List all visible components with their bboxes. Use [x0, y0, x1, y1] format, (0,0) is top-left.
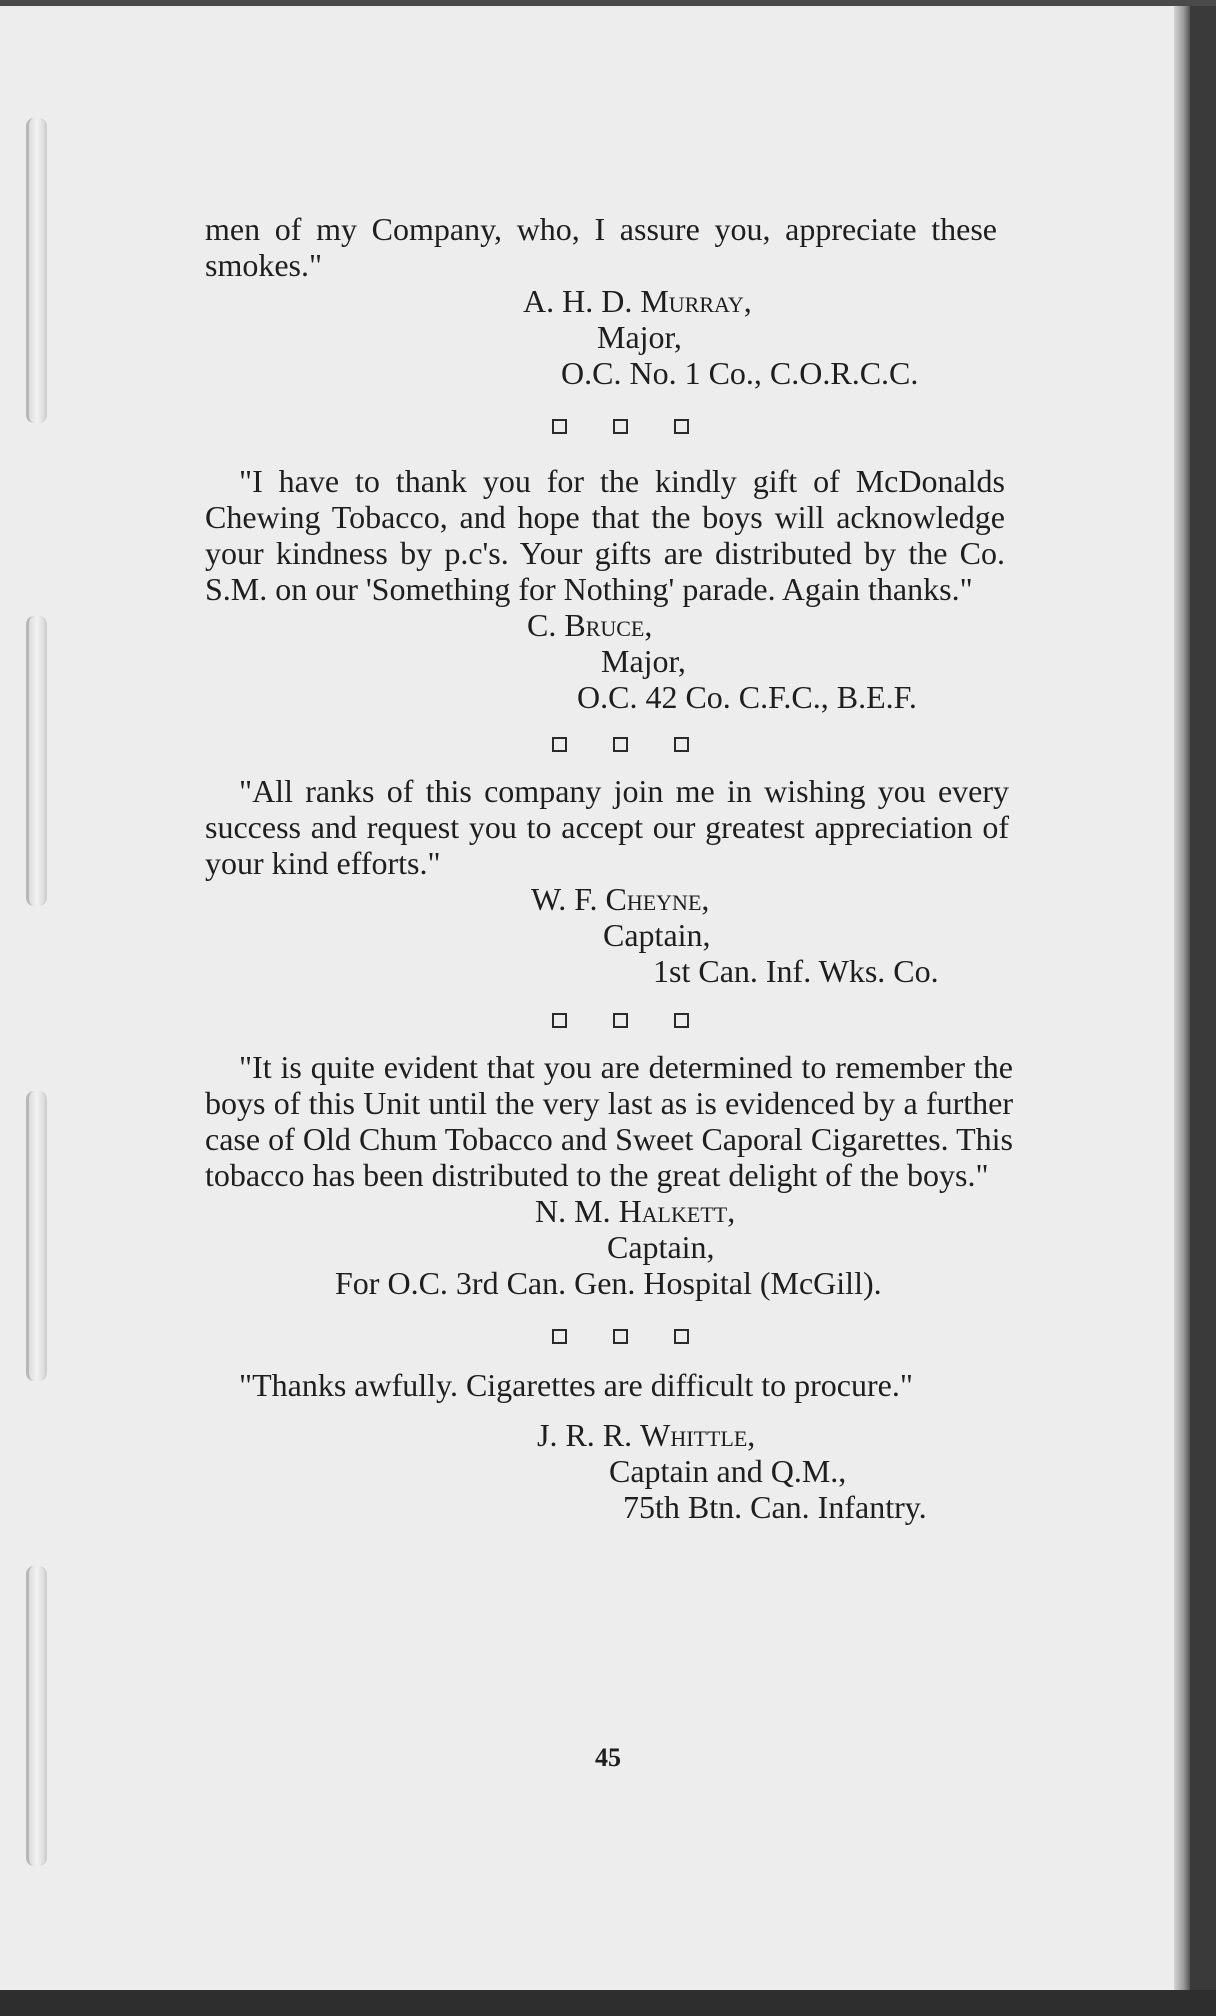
signature-unit: For O.C. 3rd Can. Gen. Hospital (McGill).: [335, 1265, 882, 1301]
section-divider: [205, 999, 1015, 1035]
signature-rank: Major,: [601, 643, 686, 679]
signature-unit: 1st Can. Inf. Wks. Co.: [653, 953, 939, 989]
divider-square-icon: [552, 737, 567, 752]
binding-thread: [26, 616, 47, 906]
letter-text: "Thanks awfully. Cigarettes are difficult to procure.": [239, 1367, 913, 1403]
section-divider: [205, 723, 1015, 759]
section-divider: [205, 405, 1015, 441]
signature-name: [205, 881, 1015, 917]
signature-name: [205, 1193, 1015, 1229]
signature-surname: Bruce,: [564, 607, 653, 643]
letter-text: men of my Company, who, I assure you, appreciate these smokes.": [205, 211, 997, 283]
divider-square-icon: [552, 419, 567, 434]
binding-thread: [26, 118, 47, 423]
signature-unit: 75th Btn. Can. Infantry.: [623, 1489, 927, 1525]
divider-square-icon: [674, 737, 689, 752]
signature-name: [205, 607, 1015, 643]
signature-name: [205, 1417, 1015, 1453]
scan-bottom-border: [0, 1990, 1216, 2016]
signature-surname: Halkett,: [618, 1193, 736, 1229]
letter-text: "All ranks of this company join me in wishing you every success and request you to accept our greatest appreciation of your kind efforts.": [205, 773, 1009, 881]
divider-square-icon: [674, 1013, 689, 1028]
binding-thread: [26, 1091, 47, 1381]
divider-square-icon: [674, 419, 689, 434]
signature-rank: Major,: [597, 319, 682, 355]
signature-unit: O.C. No. 1 Co., C.O.R.C.C.: [561, 355, 919, 391]
signature-initials: J. R. R.: [537, 1417, 641, 1453]
page-text: [205, 211, 1015, 1525]
signature-surname: Cheyne,: [605, 881, 710, 917]
letter-text: "It is quite evident that you are determined to remember the boys of this Unit until the very last as is evidenced by a further case of Old Chum Tobacco and Sweet Caporal Cigarettes. This tobacco has been distributed to the great delight of the boys.": [205, 1049, 1013, 1193]
signature-initials: A. H. D.: [523, 283, 641, 319]
divider-square-icon: [552, 1013, 567, 1028]
divider-square-icon: [613, 1013, 628, 1028]
divider-square-icon: [552, 1329, 567, 1344]
signature-surname: Murray,: [640, 283, 752, 319]
divider-square-icon: [674, 1329, 689, 1344]
signature-initials: W. F.: [531, 881, 606, 917]
divider-square-icon: [613, 419, 628, 434]
signature-rank: Captain and Q.M.,: [609, 1453, 847, 1489]
page-number: 45: [595, 1743, 621, 1772]
binding-thread: [26, 1566, 47, 1866]
section-divider: [205, 1315, 1015, 1351]
divider-square-icon: [613, 1329, 628, 1344]
divider-square-icon: [613, 737, 628, 752]
signature-surname: Whittle,: [640, 1417, 756, 1453]
page-edge-shadow: [1174, 6, 1190, 1996]
signature-name: [205, 283, 1015, 319]
signature-rank: Captain,: [607, 1229, 715, 1265]
signature-initials: C.: [527, 607, 565, 643]
book-page: [0, 6, 1182, 1996]
signature-rank: Captain,: [603, 917, 711, 953]
signature-initials: N. M.: [535, 1193, 619, 1229]
letter-text: "I have to thank you for the kindly gift of McDonalds Chewing Tobacco, and hope that the boys will acknowledge your kindness by p.c's. Your gifts are distributed by the Co. S.M. on our 'Something for Nothing' parade. Again thanks.": [205, 463, 1005, 607]
signature-unit: O.C. 42 Co. C.F.C., B.E.F.: [577, 679, 917, 715]
